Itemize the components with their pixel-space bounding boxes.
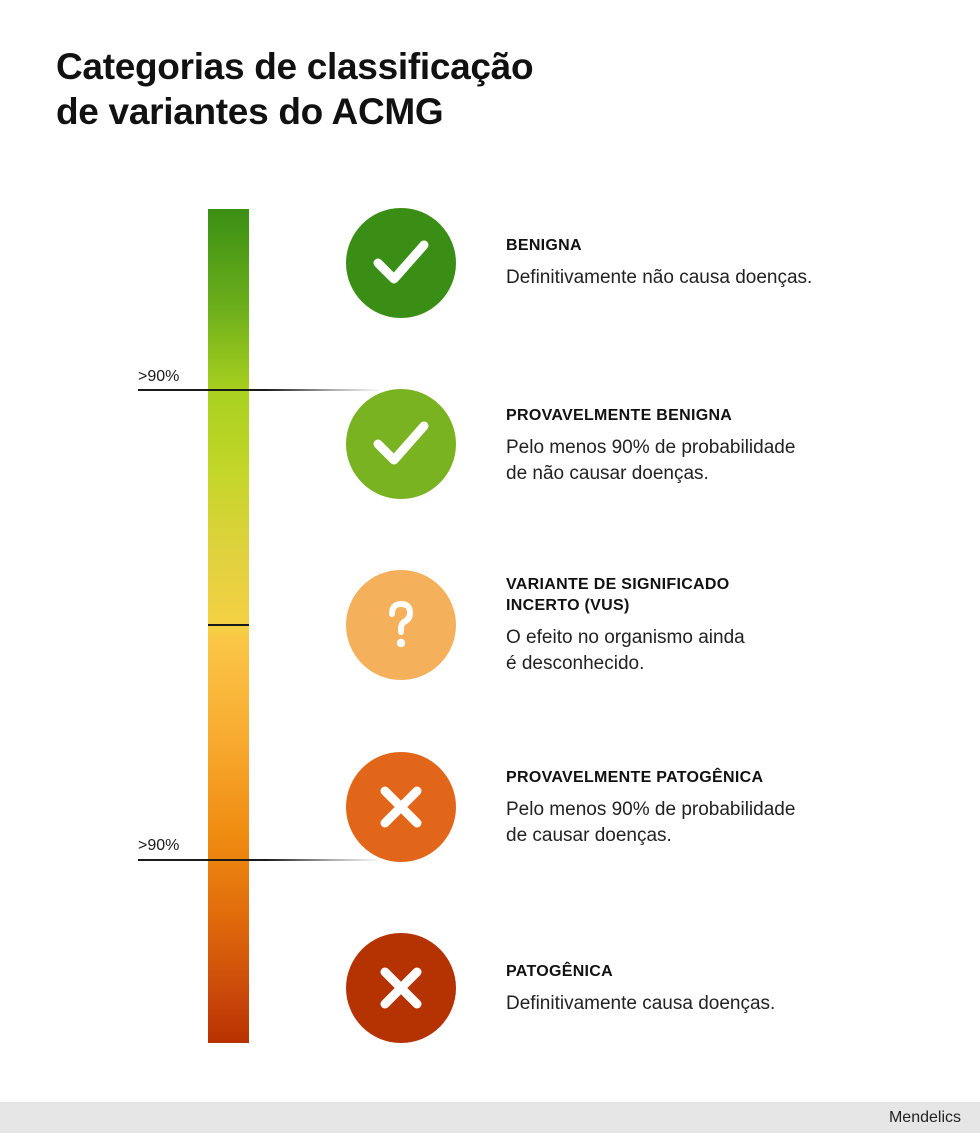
pathogenic-icon-circle: [346, 933, 456, 1043]
category-likely-benign: [506, 405, 926, 487]
check-icon: [371, 414, 431, 474]
category-name: PROVAVELMENTE PATOGÊNICA: [506, 769, 764, 786]
category-benign: [506, 235, 926, 291]
threshold-line-benign: [138, 389, 383, 391]
likely-pathogenic-icon-circle: [346, 752, 456, 862]
question-icon: [371, 595, 431, 655]
description-line: Definitivamente causa doenças.: [506, 993, 776, 1014]
footer-bar: [0, 1102, 980, 1133]
description-line: é desconhecido.: [506, 653, 645, 674]
description-line: de não causar doenças.: [506, 463, 709, 484]
category-description: [506, 265, 926, 291]
category-description: [506, 991, 926, 1017]
threshold-label-pathogenic: >90%: [138, 837, 180, 854]
description-line: Pelo menos 90% de probabilidade: [506, 799, 796, 820]
threshold-label-benign: >90%: [138, 368, 180, 385]
threshold-line-pathogenic: [138, 859, 383, 861]
check-icon: [371, 233, 431, 293]
category-description: [506, 435, 926, 487]
title-line-1: Categorias de classificação: [56, 46, 534, 87]
category-name: PROVAVELMENTE BENIGNA: [506, 407, 733, 424]
category-name-line: INCERTO (VUS): [506, 597, 630, 614]
category-description: [506, 797, 926, 849]
category-name: PATOGÊNICA: [506, 963, 614, 980]
probability-gradient-bar: [208, 209, 249, 1043]
vus-icon-circle: [346, 570, 456, 680]
category-description: [506, 625, 926, 677]
category-likely-pathogenic: [506, 767, 926, 849]
category-vus: [506, 574, 926, 677]
x-icon: [371, 958, 431, 1018]
description-line: Definitivamente não causa doenças.: [506, 267, 813, 288]
category-name-line: VARIANTE DE SIGNIFICADO: [506, 576, 730, 593]
brand-name: Mendelics: [888, 1109, 961, 1126]
description-line: Pelo menos 90% de probabilidade: [506, 437, 796, 458]
gradient-bar-midline: [208, 624, 249, 626]
benign-icon-circle: [346, 208, 456, 318]
title-line-2: de variantes do ACMG: [56, 91, 444, 132]
category-pathogenic: [506, 961, 926, 1017]
description-line: O efeito no organismo ainda: [506, 627, 745, 648]
category-name: [506, 574, 926, 616]
x-icon: [371, 777, 431, 837]
likely-benign-icon-circle: [346, 389, 456, 499]
description-line: de causar doenças.: [506, 825, 672, 846]
page-title: [56, 44, 533, 134]
category-name: BENIGNA: [506, 237, 582, 254]
